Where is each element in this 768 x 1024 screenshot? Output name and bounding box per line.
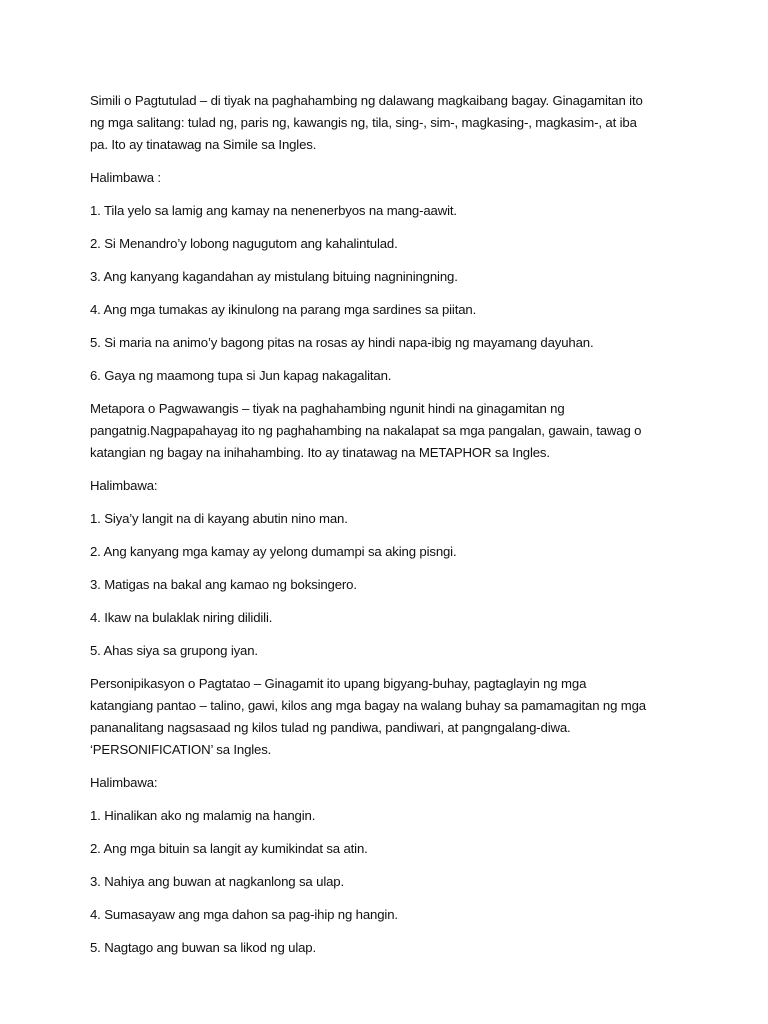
document-page [90,90,650,970]
list-item: 3. Nahiya ang buwan at nagkanlong sa ulap. [90,874,344,889]
list-item: 5. Ahas siya sa grupong iyan. [90,643,258,658]
list-item: 3. Ang kanyang kagandahan ay mistulang bituing nagniningning. [90,269,458,284]
metapora-example-heading: Halimbawa: [90,478,158,493]
personipikasyon-definition: Personipikasyon o Pagtatao – Ginagamit ito upang bigyang-buhay, pagtaglayin ng mga katangiang pantao – talino, gawi, kilos ang mga bagay na walang buhay sa pamamagitan ng mga pananalitang nagsasaad ng kilos tulad ng pandiwa, pandiwari, at pangngalang-diwa. ‘PERSONIFICATION’ sa Ingles. [90,676,646,757]
list-item: 3. Matigas na bakal ang kamao ng boksingero. [90,577,357,592]
list-item: 2. Ang kanyang mga kamay ay yelong dumampi sa aking pisngi. [90,544,457,559]
list-item: 1. Tila yelo sa lamig ang kamay na nenenerbyos na mang-aawit. [90,203,457,218]
list-item: 2. Si Menandro’y lobong nagugutom ang kahalintulad. [90,236,398,251]
list-item: 5. Si maria na animo’y bagong pitas na rosas ay hindi napa-ibig ng mayamang dayuhan. [90,335,594,350]
list-item: 4. Sumasayaw ang mga dahon sa pag-ihip ng hangin. [90,907,398,922]
list-item: 4. Ang mga tumakas ay ikinulong na parang mga sardines sa piitan. [90,302,477,317]
list-item: 2. Ang mga bituin sa langit ay kumikindat sa atin. [90,841,368,856]
section-simili [90,90,650,387]
list-item: 5. Nagtago ang buwan sa likod ng ulap. [90,940,316,955]
list-item: 1. Hinalikan ako ng malamig na hangin. [90,808,316,823]
simili-definition: Simili o Pagtutulad – di tiyak na paghahambing ng dalawang magkaibang bagay. Ginagamitan ito ng mga salitang: tulad ng, paris ng, kawangis ng, tila, sing-, sim-, magkasing-, magkasim-, at iba pa. Ito ay tinatawag na Simile sa Ingles. [90,93,643,152]
simili-example-heading: Halimbawa : [90,170,161,185]
personipikasyon-example-heading: Halimbawa: [90,775,158,790]
list-item: 1. Siya’y langit na di kayang abutin nino man. [90,511,348,526]
metapora-definition: Metapora o Pagwawangis – tiyak na paghahambing ngunit hindi na ginagamitan ng pangatnig.Nagpapahayag ito ng paghahambing na nakalapat sa mga pangalan, gawain, tawag o katangian ng bagay na inihahambing. Ito ay tinatawag na METAPHOR sa Ingles. [90,401,642,460]
list-item: 4. Ikaw na bulaklak niring dilidili. [90,610,273,625]
section-personipikasyon [90,673,650,959]
list-item: 6. Gaya ng maamong tupa si Jun kapag nakagalitan. [90,368,392,383]
section-metapora [90,398,650,662]
